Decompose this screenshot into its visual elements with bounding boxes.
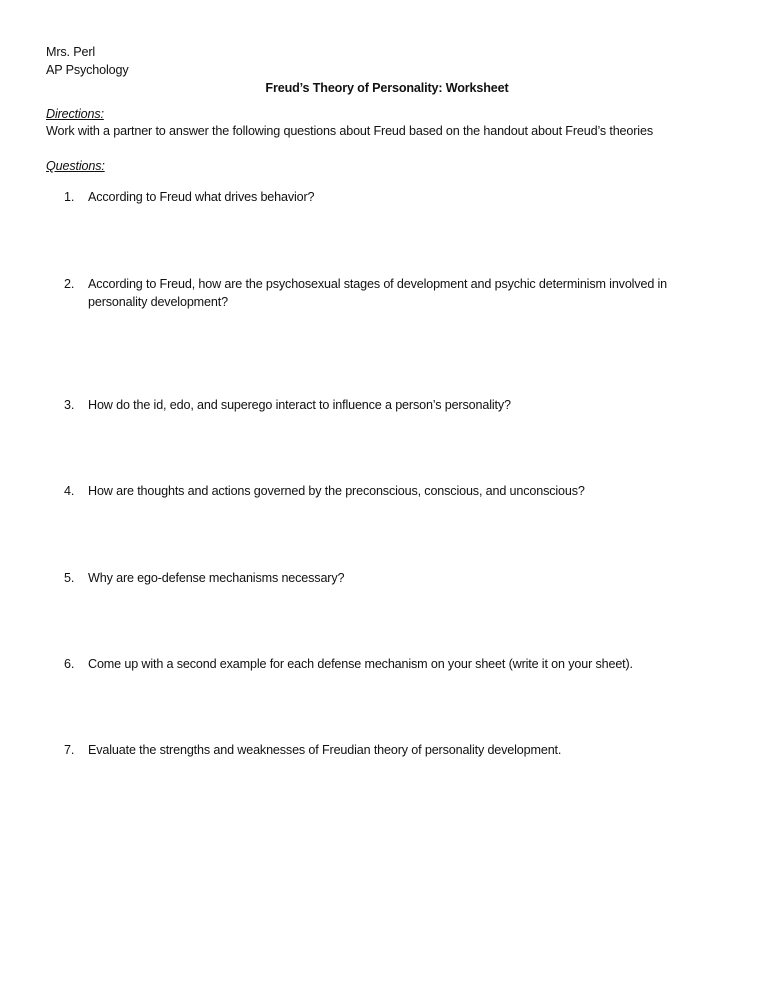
worksheet-title: Freud’s Theory of Personality: Worksheet [265, 81, 509, 95]
question-text: How do the id, edo, and superego interact to influence a person’s personality? [88, 398, 511, 412]
question-4 [64, 482, 704, 500]
question-text: How are thoughts and actions governed by the preconscious, conscious, and unconscious? [88, 484, 585, 498]
question-number: 5. [64, 571, 75, 585]
question-6 [64, 655, 704, 673]
directions-heading: Directions: [46, 107, 104, 121]
question-2 [64, 275, 704, 311]
question-text: According to Freud what drives behavior? [88, 190, 315, 204]
question-number: 4. [64, 484, 75, 498]
question-3 [64, 396, 704, 414]
questions-heading: Questions: [46, 159, 105, 173]
course-name: AP Psychology [46, 63, 129, 77]
question-text: Evaluate the strengths and weaknesses of Freudian theory of personality development. [88, 743, 562, 757]
question-number: 7. [64, 743, 75, 757]
teacher-name: Mrs. Perl [46, 45, 96, 59]
question-1 [64, 188, 704, 206]
question-5 [64, 569, 704, 587]
question-text: Come up with a second example for each defense mechanism on your sheet (write it on your sheet). [88, 657, 633, 671]
question-number: 3. [64, 398, 75, 412]
question-text: According to Freud, how are the psychosexual stages of development and psychic determinism involved in personality development? [88, 277, 668, 309]
question-number: 1. [64, 190, 75, 204]
question-number: 2. [64, 277, 75, 291]
question-7 [64, 741, 704, 759]
question-number: 6. [64, 657, 75, 671]
question-text: Why are ego-defense mechanisms necessary? [88, 571, 345, 585]
directions-text: Work with a partner to answer the following questions about Freud based on the handout about Freud’s theories [46, 124, 653, 138]
